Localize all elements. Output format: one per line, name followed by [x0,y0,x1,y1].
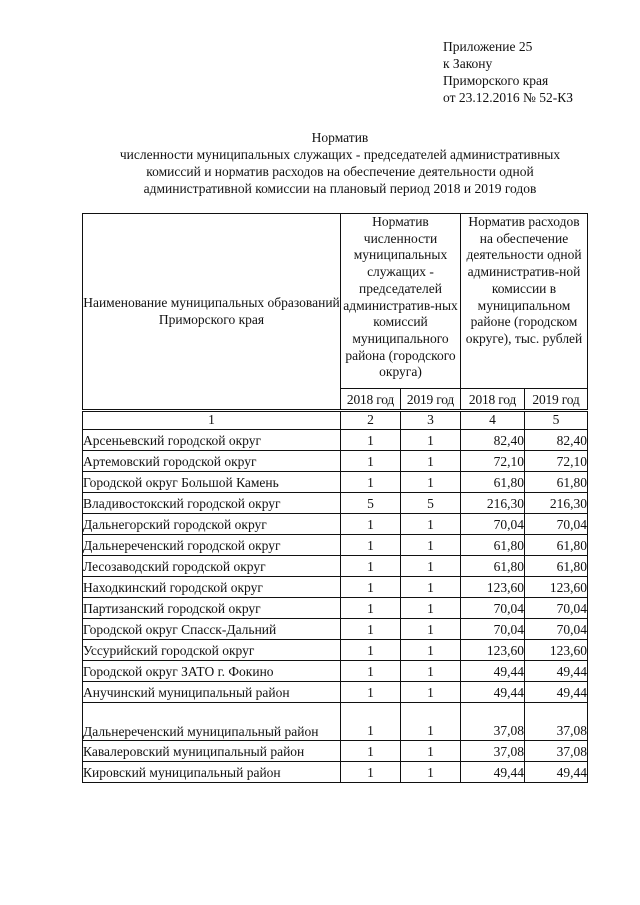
title-line: комиссий и норматив расходов на обеспечение деятельности одной [146,164,534,179]
staff-2018-cell: 1 [341,762,401,783]
staff-2018-cell: 1 [341,577,401,598]
staff-2019-cell: 1 [401,619,461,640]
staff-2019-cell: 1 [401,556,461,577]
staff-2018-cell: 1 [341,556,401,577]
staff-2019-cell: 1 [401,535,461,556]
staff-2019-cell: 1 [401,682,461,703]
table-row [83,682,588,703]
title-line: Норматив [311,130,369,145]
cost-2019-cell: 123,60 [525,640,588,661]
column-number: 3 [401,411,461,430]
table-row [83,619,588,640]
cost-2019-cell: 49,44 [525,661,588,682]
table-row [83,472,588,493]
table-row [83,661,588,682]
cost-2018-cell: 216,30 [461,493,525,514]
title-line: численности муниципальных служащих - председателей административных [119,147,561,162]
staff-2019-cell: 1 [401,598,461,619]
header-municipality-name: Наименование муниципальных образований Приморского края [83,214,341,411]
cost-2018-cell: 49,44 [461,661,525,682]
cost-2019-cell: 61,80 [525,472,588,493]
table-row [83,430,588,451]
municipality-name-cell: Кавалеровский муниципальный район [83,741,341,762]
cost-2018-cell: 61,80 [461,535,525,556]
municipality-name-cell: Лесозаводский городской округ [83,556,341,577]
header-year: 2018 год [341,389,401,411]
staff-2018-cell: 1 [341,741,401,762]
table-row [83,762,588,783]
municipality-name-cell: Городской округ Спасск-Дальний [83,619,341,640]
cost-2019-cell: 123,60 [525,577,588,598]
staff-2018-cell: 1 [341,514,401,535]
cost-2018-cell: 49,44 [461,682,525,703]
staff-2018-cell: 5 [341,493,401,514]
cost-2019-cell: 61,80 [525,535,588,556]
header-cost-norm: Норматив расходов на обеспечение деятельности одной административ-ной комиссии в муниципальном районе (городском округе), тыс. рублей [461,214,588,389]
table-row [83,514,588,535]
column-number: 4 [461,411,525,430]
document-title [60,129,620,197]
cost-2019-cell: 216,30 [525,493,588,514]
municipality-name-cell: Владивостокский городской округ [83,493,341,514]
column-number: 2 [341,411,401,430]
table-row [83,535,588,556]
cost-2018-cell: 37,08 [461,703,525,741]
municipality-name-cell: Находкинский городской округ [83,577,341,598]
staff-2018-cell: 1 [341,472,401,493]
table-row [83,493,588,514]
municipality-name-cell: Дальнереченский муниципальный район [83,703,341,741]
municipality-name-cell: Арсеньевский городской округ [83,430,341,451]
municipality-name-cell: Кировский муниципальный район [83,762,341,783]
municipality-name-cell: Артемовский городской округ [83,451,341,472]
header-year: 2018 год [461,389,525,411]
norms-table [82,213,588,783]
cost-2019-cell: 37,08 [525,741,588,762]
cost-2018-cell: 70,04 [461,619,525,640]
table-row [83,640,588,661]
cost-2018-cell: 61,80 [461,556,525,577]
staff-2019-cell: 1 [401,661,461,682]
cost-2018-cell: 70,04 [461,598,525,619]
cost-2018-cell: 72,10 [461,451,525,472]
annex-line: к Закону [443,56,493,71]
cost-2019-cell: 70,04 [525,514,588,535]
staff-2018-cell: 1 [341,535,401,556]
table-row [83,703,588,741]
staff-2019-cell: 1 [401,577,461,598]
staff-2019-cell: 1 [401,451,461,472]
cost-2018-cell: 82,40 [461,430,525,451]
cost-2018-cell: 49,44 [461,762,525,783]
staff-2018-cell: 1 [341,619,401,640]
staff-2018-cell: 1 [341,682,401,703]
staff-2019-cell: 1 [401,514,461,535]
cost-2018-cell: 37,08 [461,741,525,762]
municipality-name-cell: Партизанский городской округ [83,598,341,619]
staff-2019-cell: 1 [401,741,461,762]
cost-2018-cell: 61,80 [461,472,525,493]
municipality-name-cell: Анучинский муниципальный район [83,682,341,703]
staff-2019-cell: 1 [401,703,461,741]
annex-line: от 23.12.2016 № 52-КЗ [443,90,573,105]
header-staff-norm: Норматив численности муниципальных служащих - председателей административ-ных комиссий муниципального района (городского округа) [341,214,461,389]
table-row [83,741,588,762]
staff-2018-cell: 1 [341,703,401,741]
municipality-name-cell: Городской округ Большой Камень [83,472,341,493]
header-year: 2019 год [401,389,461,411]
staff-2019-cell: 1 [401,762,461,783]
cost-2019-cell: 61,80 [525,556,588,577]
table-row [83,556,588,577]
column-number: 1 [83,411,341,430]
header-year: 2019 год [525,389,588,411]
cost-2019-cell: 72,10 [525,451,588,472]
annex-line: Приложение 25 [443,39,533,54]
staff-2018-cell: 1 [341,598,401,619]
table-row [83,577,588,598]
table-row [83,598,588,619]
cost-2019-cell: 49,44 [525,682,588,703]
staff-2019-cell: 5 [401,493,461,514]
municipality-name-cell: Дальнереченский городской округ [83,535,341,556]
title-line: административной комиссии на плановый период 2018 и 2019 годов [143,181,537,196]
table-row [83,451,588,472]
staff-2018-cell: 1 [341,661,401,682]
municipality-name-cell: Городской округ ЗАТО г. Фокино [83,661,341,682]
cost-2019-cell: 37,08 [525,703,588,741]
cost-2019-cell: 70,04 [525,598,588,619]
cost-2019-cell: 82,40 [525,430,588,451]
cost-2019-cell: 70,04 [525,619,588,640]
annex-line: Приморского края [443,73,549,88]
staff-2018-cell: 1 [341,640,401,661]
staff-2018-cell: 1 [341,451,401,472]
column-number: 5 [525,411,588,430]
cost-2018-cell: 70,04 [461,514,525,535]
staff-2019-cell: 1 [401,472,461,493]
staff-2019-cell: 1 [401,640,461,661]
municipality-name-cell: Уссурийский городской округ [83,640,341,661]
staff-2018-cell: 1 [341,430,401,451]
cost-2019-cell: 49,44 [525,762,588,783]
annex-note [443,38,573,106]
cost-2018-cell: 123,60 [461,640,525,661]
staff-2019-cell: 1 [401,430,461,451]
cost-2018-cell: 123,60 [461,577,525,598]
municipality-name-cell: Дальнегорский городской округ [83,514,341,535]
